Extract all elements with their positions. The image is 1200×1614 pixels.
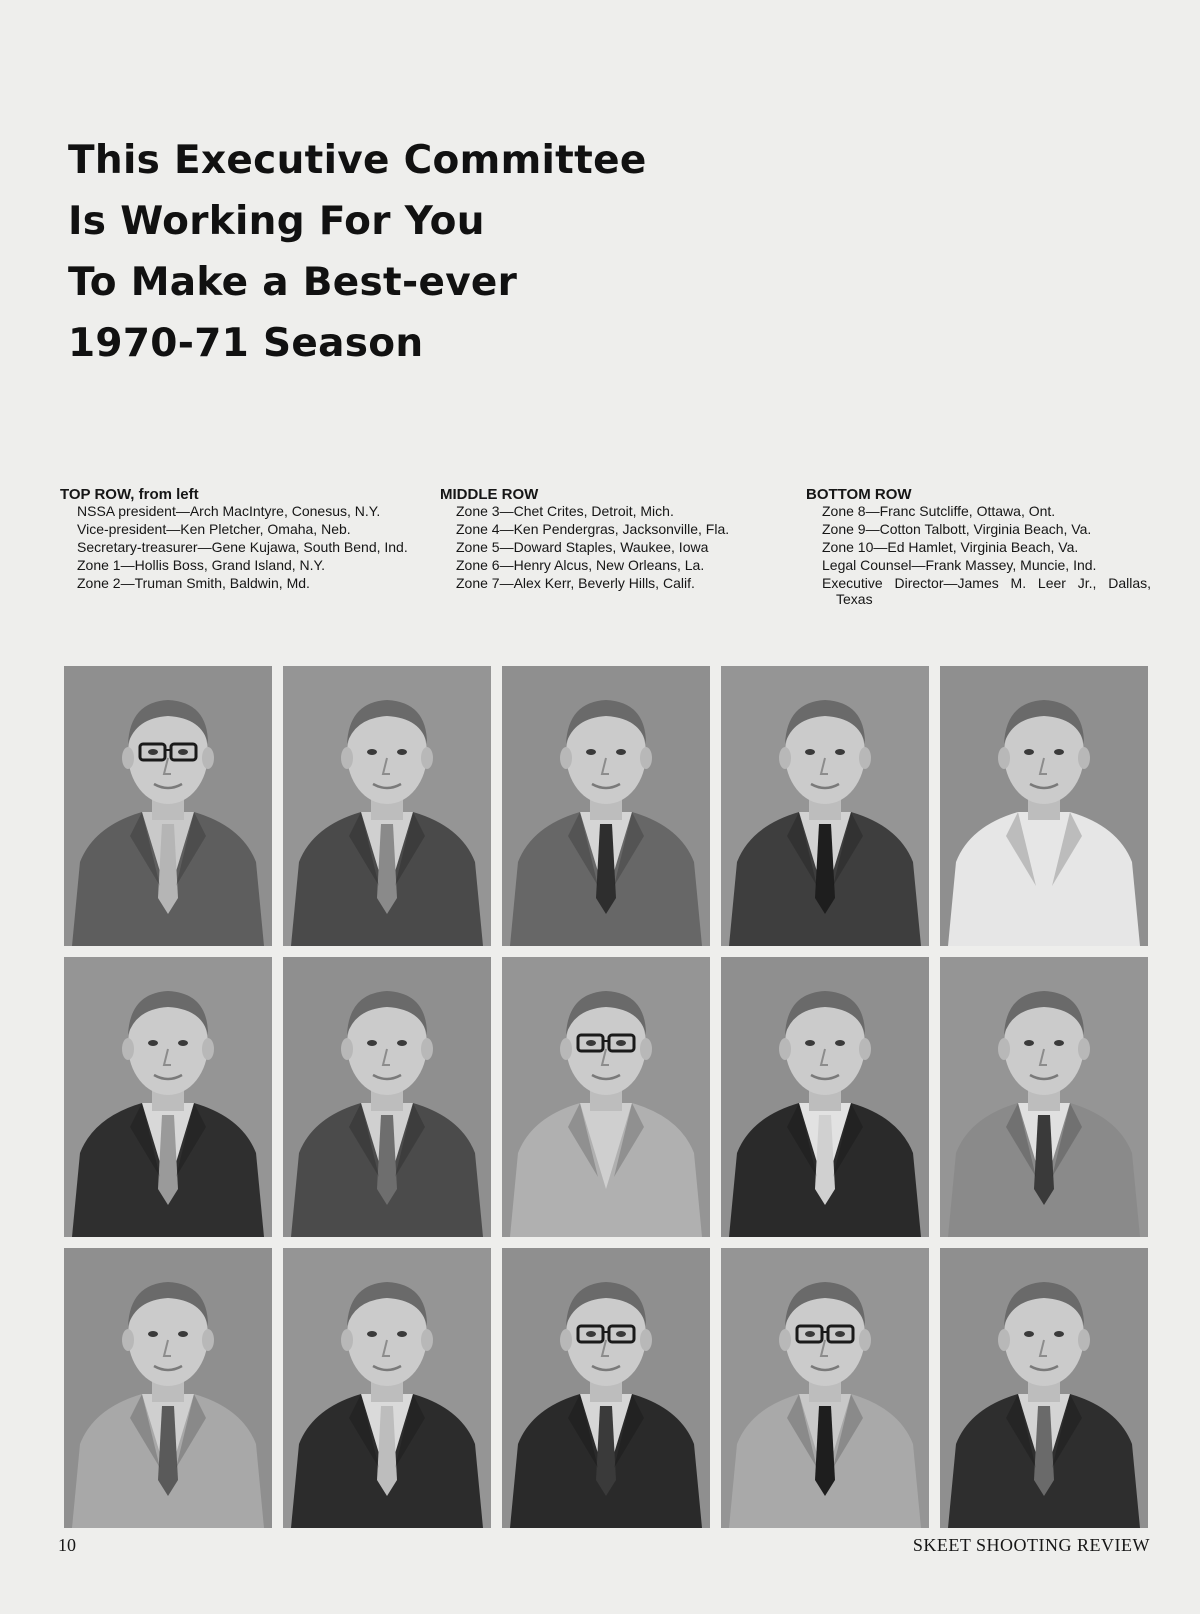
portrait-illustration: [502, 1248, 710, 1528]
caption-entry: Executive Director—James M. Leer Jr., Dallas, Texas: [822, 575, 1151, 607]
portrait-photo: [940, 1248, 1148, 1528]
portrait-illustration: [64, 957, 272, 1237]
portrait-photo: [721, 1248, 929, 1528]
headline-line-3: To Make a Best-ever: [68, 260, 518, 305]
portrait-photo: [64, 957, 272, 1237]
portrait-photo: [940, 666, 1148, 946]
portrait-illustration: [64, 1248, 272, 1528]
caption-entry: Zone 8—Franc Sutcliffe, Ottawa, Ont.: [822, 503, 1056, 519]
caption-entry: Zone 5—Doward Staples, Waukee, Iowa: [456, 539, 709, 555]
caption-heading: BOTTOM ROW: [806, 486, 912, 503]
portrait-photo: [283, 1248, 491, 1528]
portrait-illustration: [283, 1248, 491, 1528]
caption-entry: NSSA president—Arch MacIntyre, Conesus, N.Y.: [77, 503, 381, 519]
caption-entry: Zone 1—Hollis Boss, Grand Island, N.Y.: [77, 557, 325, 573]
caption-heading: MIDDLE ROW: [440, 486, 539, 503]
caption-entry: Zone 3—Chet Crites, Detroit, Mich.: [456, 503, 674, 519]
portrait-photo: [502, 957, 710, 1237]
portrait-grid: [64, 666, 1148, 1524]
portrait-photo: [502, 1248, 710, 1528]
portrait-photo: [283, 666, 491, 946]
portrait-illustration: [502, 957, 710, 1237]
portrait-photo: [64, 666, 272, 946]
portrait-photo: [721, 666, 929, 946]
portrait-illustration: [721, 957, 929, 1237]
portrait-photo: [721, 957, 929, 1237]
portrait-photo: [64, 1248, 272, 1528]
caption-block: [0, 486, 1200, 626]
portrait-illustration: [721, 1248, 929, 1528]
portrait-illustration: [940, 957, 1148, 1237]
headline-line-2: Is Working For You: [68, 199, 485, 244]
caption-entry: Zone 7—Alex Kerr, Beverly Hills, Calif.: [456, 575, 695, 591]
portrait-illustration: [64, 666, 272, 946]
portrait-illustration: [502, 666, 710, 946]
caption-entry: Secretary-treasurer—Gene Kujawa, South Bend, Ind.: [77, 539, 408, 555]
headline-line-1: This Executive Committee: [68, 138, 647, 183]
caption-heading: TOP ROW, from left: [60, 486, 199, 503]
portrait-illustration: [940, 1248, 1148, 1528]
caption-entry: Zone 2—Truman Smith, Baldwin, Md.: [77, 575, 310, 591]
caption-middle-row: [440, 486, 785, 593]
portrait-illustration: [283, 666, 491, 946]
headline: [68, 130, 647, 374]
portrait-photo: [283, 957, 491, 1237]
caption-top-row: [60, 486, 415, 593]
portrait-illustration: [721, 666, 929, 946]
caption-entry: Vice-president—Ken Pletcher, Omaha, Neb.: [77, 521, 351, 537]
caption-entry: Zone 6—Henry Alcus, New Orleans, La.: [456, 557, 705, 573]
caption-entry: Zone 4—Ken Pendergras, Jacksonville, Fla.: [456, 521, 730, 537]
portrait-illustration: [283, 957, 491, 1237]
portrait-photo: [940, 957, 1148, 1237]
publication-name: SKEET SHOOTING REVIEW: [912, 1535, 1150, 1555]
headline-line-4: 1970-71 Season: [68, 321, 424, 366]
portrait-photo: [502, 666, 710, 946]
caption-bottom-row: [806, 486, 1151, 609]
page-number: 10: [58, 1535, 76, 1555]
portrait-illustration: [940, 666, 1148, 946]
caption-entry: Zone 10—Ed Hamlet, Virginia Beach, Va.: [822, 539, 1079, 555]
caption-entry: Zone 9—Cotton Talbott, Virginia Beach, Va.: [822, 521, 1092, 537]
caption-entry: Legal Counsel—Frank Massey, Muncie, Ind.: [822, 557, 1097, 573]
